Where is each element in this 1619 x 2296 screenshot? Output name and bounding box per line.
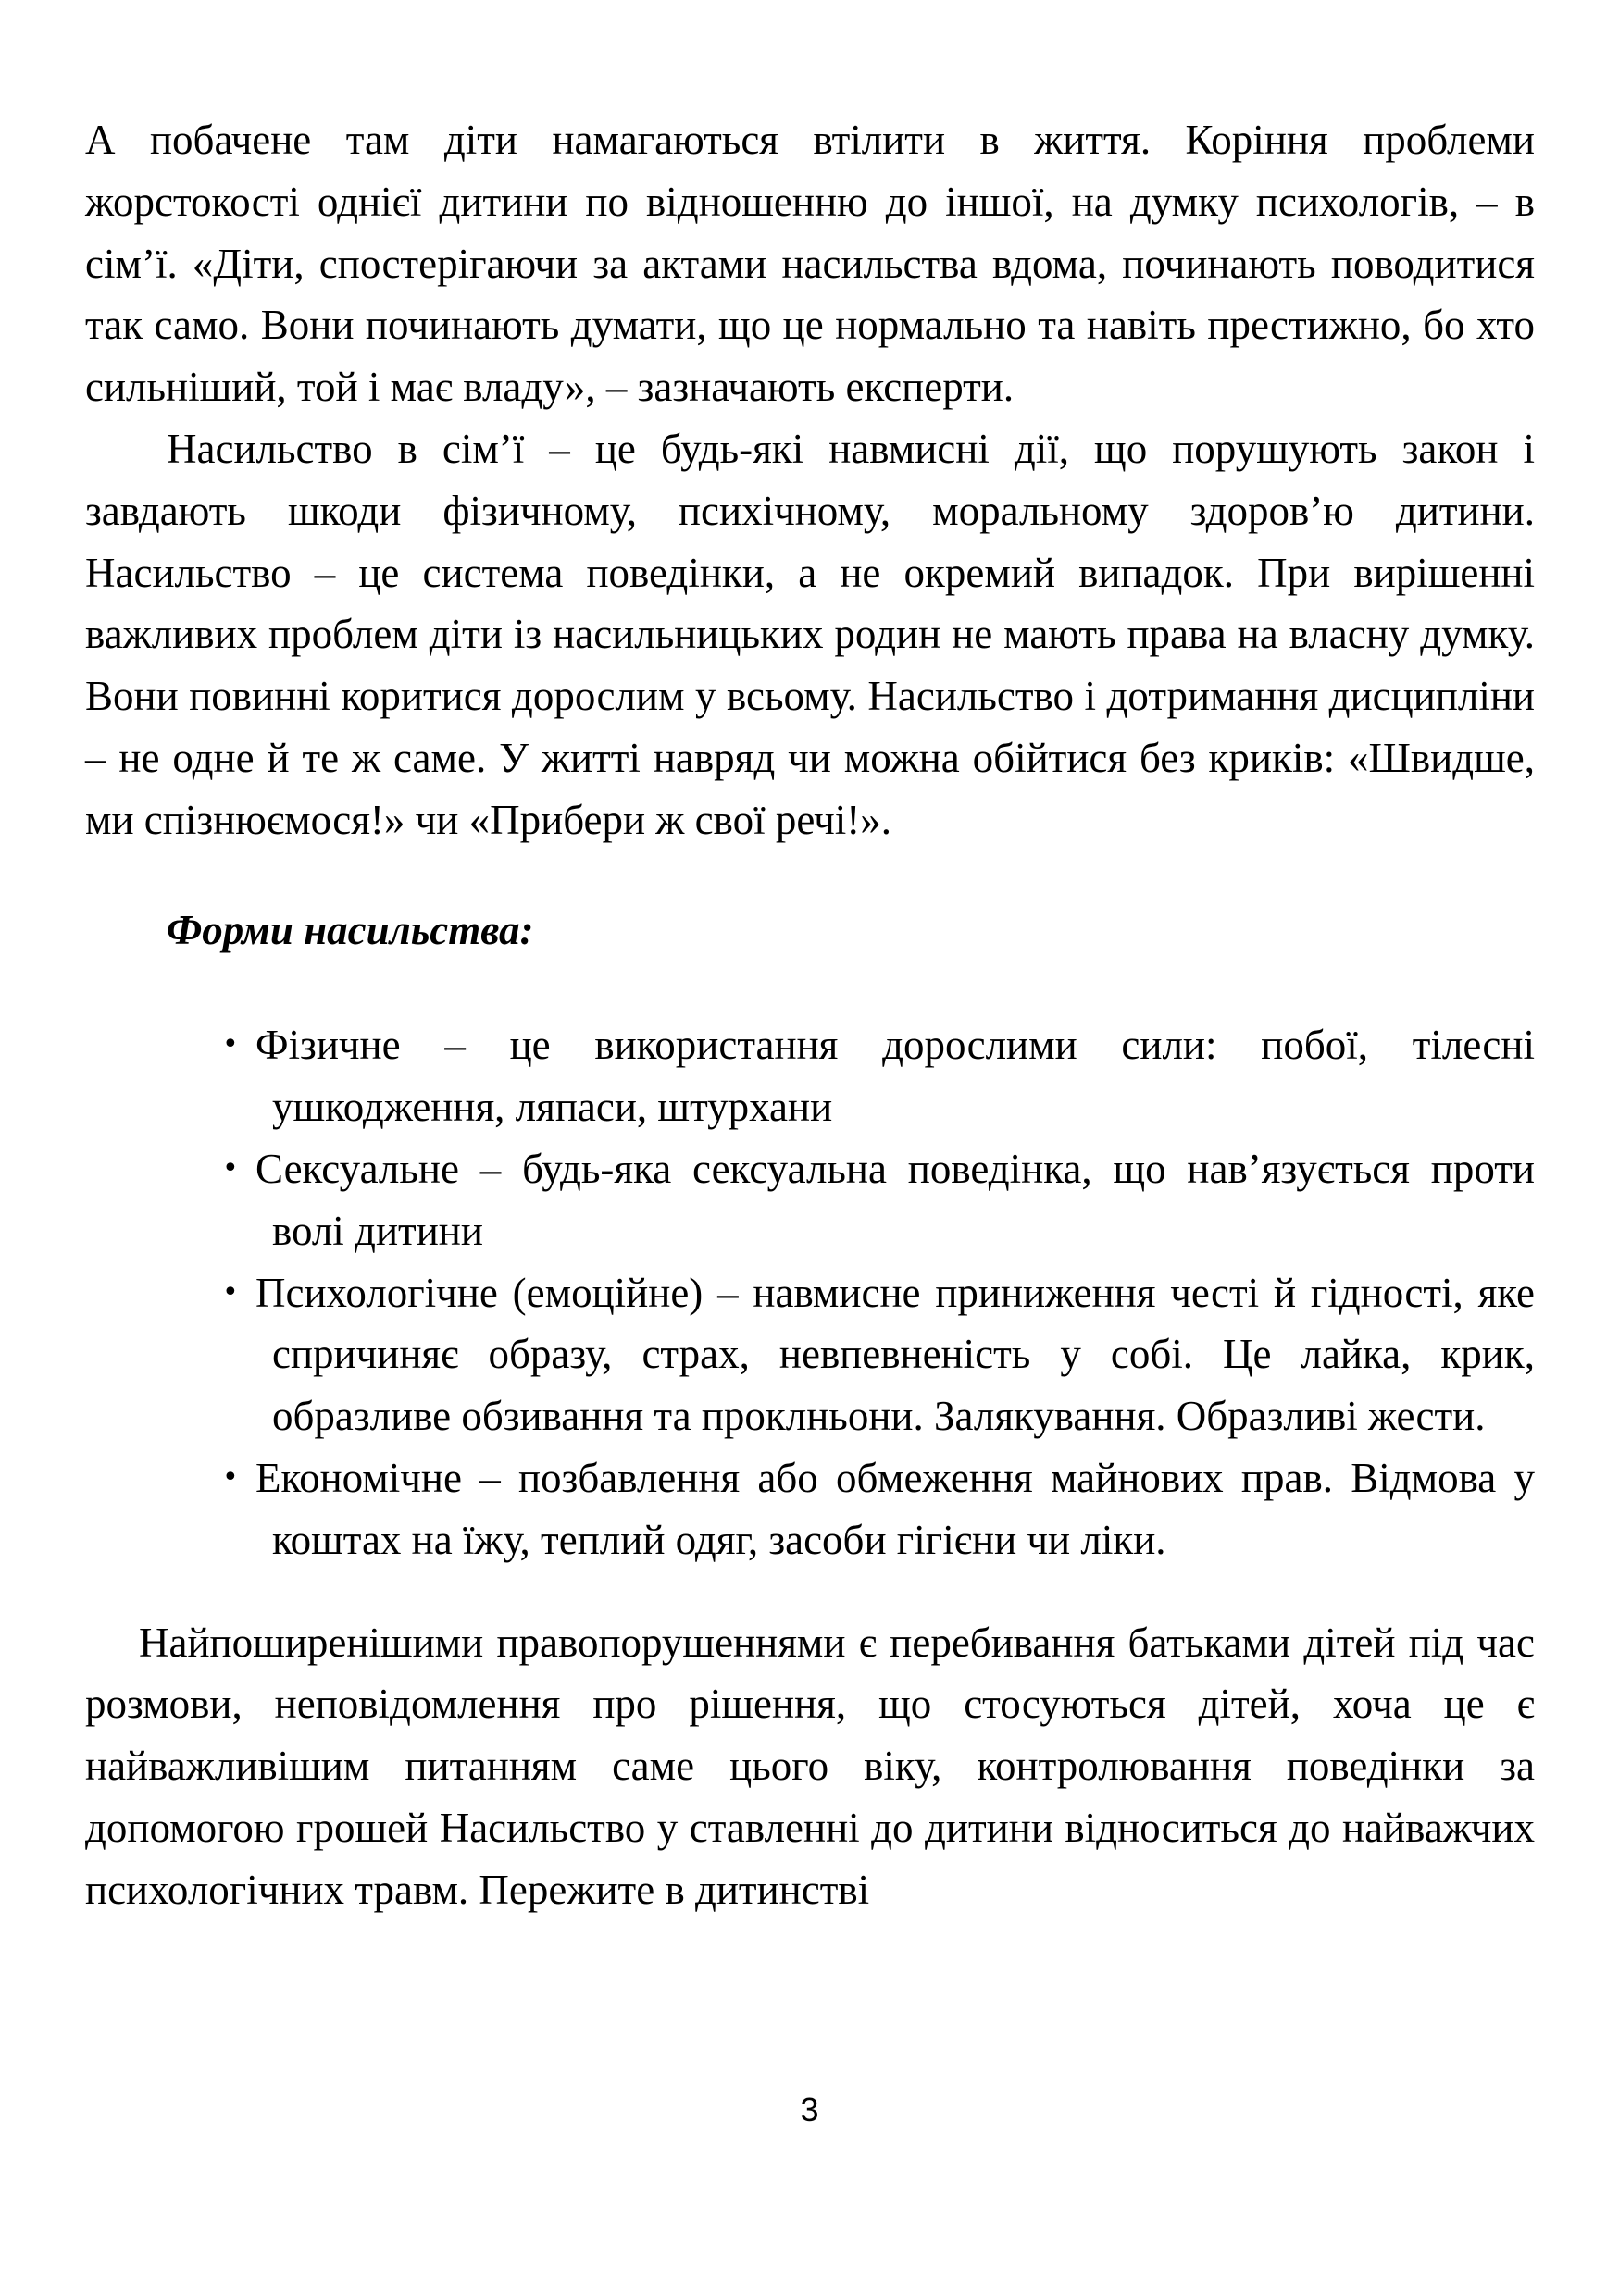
forms-of-violence-list — [85, 1014, 1535, 1570]
list-item-text: Психологічне (емоційне) – навмисне приниження честі й гідності, яке спричиняє образу, страх, невпевненість у собі. Це лайка, крик, образливе обзивання та проклньони. Залякування. Образливі жести. — [255, 1269, 1535, 1440]
list-item-text: Економічне – позбавлення або обмеження майнових прав. Відмова у коштах на їжу, теплий одяг, засоби гігієни чи ліки. — [255, 1454, 1535, 1563]
paragraph-domestic-violence-definition: Насильство в сім’ї – це будь-які навмисні дії, що порушують закон і завдають шкоди фізичному, психічному, моральному здоров’ю дитини. Насильство – це система поведінки, а не окремий випадок. При вирішенні важливих проблем діти із насильницьких родин не мають права на власну думку. Вони повинні коритися дорослим у всьому. Насильство і дотримання дисципліни – не одне й те ж саме. У житті навряд чи можна обійтися без криків: «Швидше, ми спізнюємося!» чи «Прибери ж свої речі!». — [85, 425, 1535, 843]
bullet-icon: • — [222, 1151, 239, 1185]
bullet-icon: • — [222, 1275, 239, 1309]
paragraph-children-imitate: А побачене там діти намагаються втілити в життя. Коріння проблеми жорстокості однієї дитини по відношенню до іншої, на думку психологів, – в сім’ї. «Діти, спостерігаючи за актами насильства вдома, починають поводитися так само. Вони починають думати, що це нормально та навіть престижно, бо хто сильніший, той і має владу», – зазначають експерти. — [85, 117, 1535, 411]
list-item-psychological — [85, 1262, 1535, 1447]
list-item-physical — [85, 1014, 1535, 1138]
list-item-text: Сексуальне – будь-яка сексуальна поведінка, що нав’язується проти волі дитини — [255, 1145, 1535, 1254]
forms-of-violence-heading: Форми насильства: — [167, 906, 534, 953]
bullet-icon: • — [222, 1028, 239, 1061]
list-item-text: Фізичне – це використання дорослими сили: побої, тілесні ушкодження, ляпаси, штурхани — [255, 1022, 1535, 1131]
page-content — [85, 109, 1535, 1921]
bullet-icon: • — [222, 1460, 239, 1494]
list-item-sexual — [85, 1138, 1535, 1262]
paragraph-common-violations: Найпоширенішими правопорушеннями є перебивання батьками дітей під час розмови, неповідомлення про рішення, що стосуються дітей, хоча це є найважливішим питанням саме цього віку, контролювання поведінки за допомогою грошей Насильство у ставленні до дитини відноситься до найважчих психологічних травм. Пережите в дитинстві — [85, 1619, 1535, 1913]
list-item-economic — [85, 1447, 1535, 1571]
page-number: 3 — [800, 2091, 819, 2128]
